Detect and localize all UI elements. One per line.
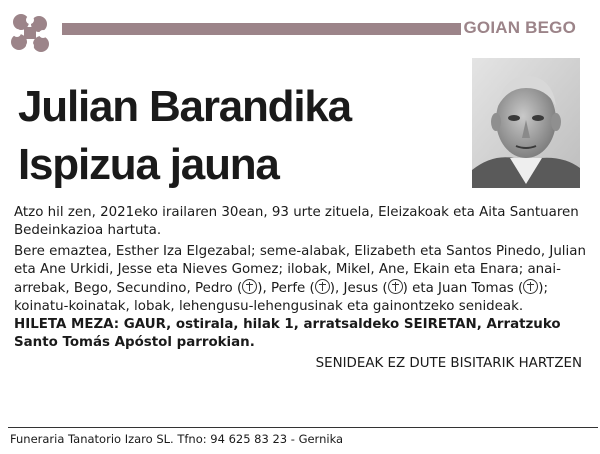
funeral-home-footer: Funeraria Tanatorio Izaro SL. Tfno: 94 625 83 23 - Gernika [10, 432, 344, 446]
name-line-2: Ispizua jauna [18, 140, 279, 189]
portrait-photo [472, 58, 580, 188]
header-label: GOIAN BEGO [463, 18, 576, 37]
name-line-1: Julian Barandika [18, 82, 351, 131]
cross-icon [523, 279, 538, 294]
no-visits-notice: SENIDEAK EZ DUTE BISITARIK HARTZEN [315, 356, 582, 371]
obituary-body [14, 204, 590, 373]
lauburu-icon [6, 9, 54, 57]
footer-divider [8, 427, 598, 428]
header-bar [62, 23, 461, 35]
cross-icon [315, 279, 330, 294]
deceased-name [18, 78, 351, 194]
funeral-notice: HILETA MEZA: GAUR, ostirala, hilak 1, arratsaldeko SEIRETAN, Arratzuko Santo Tomás Apóstol parrokian. [14, 317, 561, 350]
cross-icon [242, 279, 257, 294]
family-list: Bere emaztea, Esther Iza Elgezabal; seme-alabak, Elizabeth eta Santos Pinedo, Julian eta Ane Urkidi, Jesse eta Nieves Gomez; ilobak, Mikel, Ane, Ekain eta Enara; anai-arrebak, Bego, Secundino, Pedro ( ), Perfe ( ), Jesus ( ) eta Juan Tomas ( ); koinatu-koinatak, lobak, lehengusu-lehengusinak eta gainontzeko senideak. [14, 244, 586, 314]
death-notice: Atzo hil zen, 2021eko irailaren 30ean, 93 urte zituela, Eleizakoak eta Aita Santuaren Bedeinkazioa hartuta. [14, 205, 579, 238]
cross-icon [388, 279, 403, 294]
